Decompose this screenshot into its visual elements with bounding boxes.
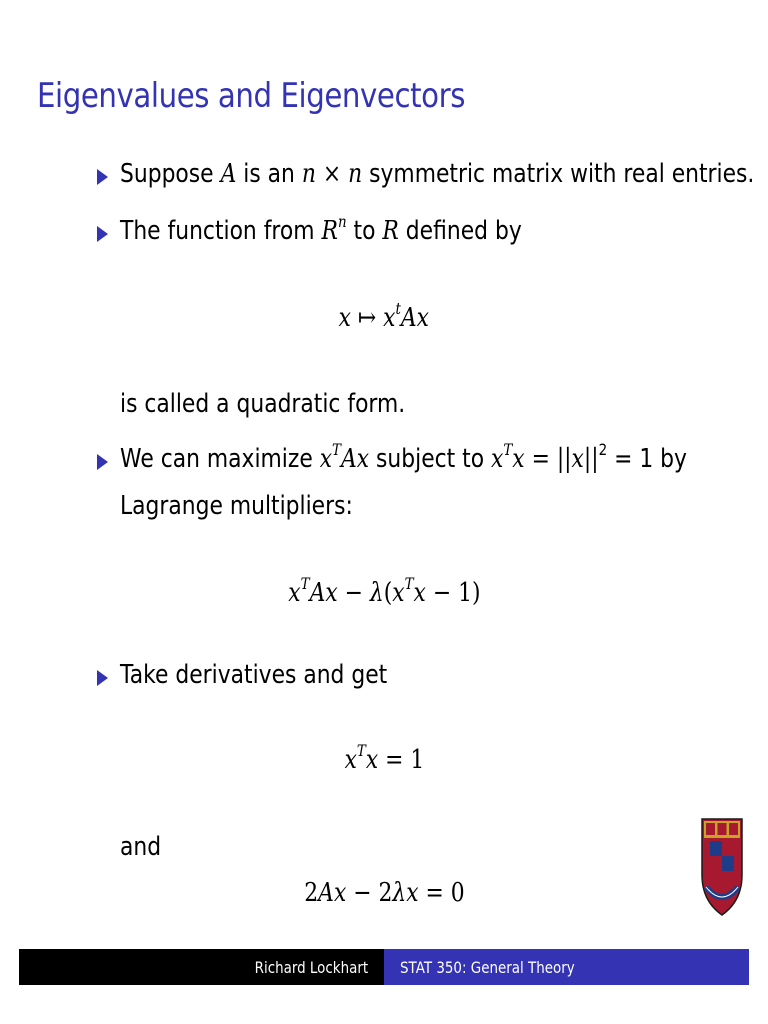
and-text: and xyxy=(120,832,162,862)
bullet-marker xyxy=(97,670,108,686)
bullet-marker xyxy=(97,454,108,470)
equation-derivative: 2Ax − 2λx = 0 xyxy=(303,878,465,908)
equation-quadratic-map: x ↦ $x^tAx$ xyxy=(338,299,430,333)
equation-lagrangian: $x^TAx - \lambda(x^Tx - 1)$ xyxy=(287,574,481,608)
bullet-3-text-line-2: Lagrange multipliers: xyxy=(120,491,353,521)
slide-title: Eigenvalues and Eigenvectors xyxy=(37,76,466,116)
bullet-1-text: Suppose A is an n × n symmetric matrix with real entries. xyxy=(120,159,755,189)
bullet-3-text: We can maximize $x^TAx$ subject to $x^Tx = ||x||^2 = 1$ by xyxy=(120,440,687,474)
bullet-2-text: The function from $R^n$ to R defined by xyxy=(120,212,522,246)
bullet-marker xyxy=(97,226,108,242)
bullet-4-text: Take derivatives and get xyxy=(120,660,388,690)
quadratic-form-text: is called a quadratic form. xyxy=(120,389,406,419)
equation-constraint: $x^Tx = 1$ xyxy=(344,741,424,775)
footer-course: STAT 350: General Theory xyxy=(384,949,749,985)
university-crest-logo xyxy=(700,817,744,919)
slide-footer xyxy=(19,949,749,985)
bullet-marker xyxy=(97,169,108,185)
footer-author: Richard Lockhart xyxy=(19,949,384,985)
